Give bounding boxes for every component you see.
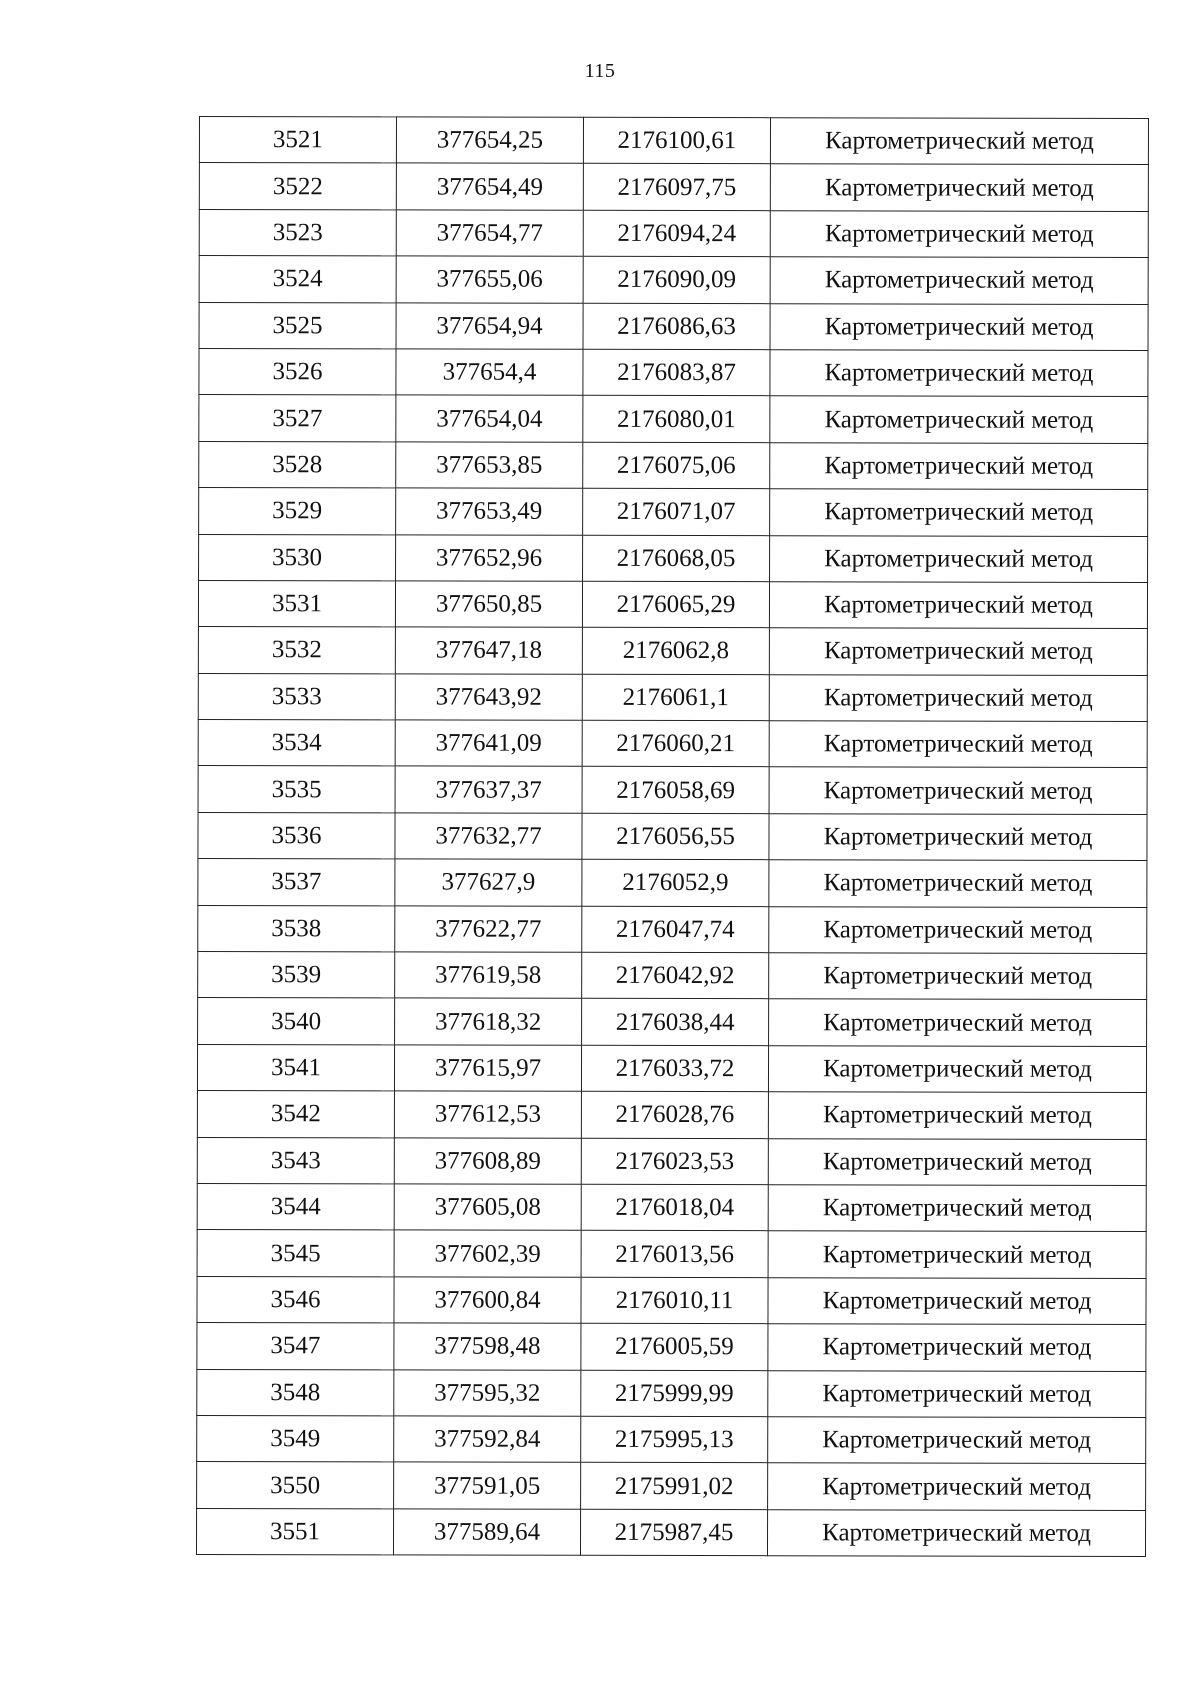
- method-cell: Картометрический метод: [769, 628, 1147, 675]
- method-cell: Картометрический метод: [769, 721, 1147, 768]
- table-row: [198, 859, 1147, 907]
- point-number-cell: 3545: [197, 1230, 394, 1277]
- point-number-cell: 3547: [197, 1323, 394, 1370]
- point-number-cell: 3535: [198, 766, 395, 813]
- table-row: [199, 117, 1148, 165]
- method-cell: Картометрический метод: [770, 257, 1148, 304]
- method-cell: Картометрический метод: [769, 999, 1147, 1046]
- point-number-cell: 3522: [199, 163, 396, 210]
- point-number-cell: 3536: [198, 812, 395, 859]
- y-coordinate-cell: 2176018,04: [581, 1184, 768, 1231]
- point-number-cell: 3544: [197, 1183, 394, 1230]
- point-number-cell: 3526: [199, 348, 396, 395]
- method-cell: Картометрический метод: [770, 118, 1148, 165]
- x-coordinate-cell: 377654,49: [396, 163, 583, 210]
- point-number-cell: 3546: [197, 1276, 394, 1323]
- y-coordinate-cell: 2176062,8: [582, 628, 769, 675]
- y-coordinate-cell: 2176013,56: [581, 1231, 768, 1278]
- x-coordinate-cell: 377654,4: [396, 349, 583, 396]
- y-coordinate-cell: 2175999,99: [581, 1370, 768, 1417]
- x-coordinate-cell: 377641,09: [395, 720, 582, 767]
- method-cell: Картометрический метод: [768, 1046, 1146, 1093]
- y-coordinate-cell: 2176080,01: [583, 396, 770, 443]
- point-number-cell: 3530: [199, 534, 396, 581]
- method-cell: Картометрический метод: [769, 674, 1147, 721]
- method-cell: Картометрический метод: [770, 442, 1148, 489]
- method-cell: Картометрический метод: [769, 953, 1147, 1000]
- point-number-cell: 3521: [199, 117, 396, 164]
- point-number-cell: 3542: [197, 1091, 394, 1138]
- point-number-cell: 3541: [197, 1044, 394, 1091]
- x-coordinate-cell: 377605,08: [394, 1184, 581, 1231]
- method-cell: Картометрический метод: [768, 1092, 1146, 1139]
- method-cell: Картометрический метод: [768, 1370, 1146, 1417]
- y-coordinate-cell: 2176097,75: [583, 164, 770, 211]
- table-row: [197, 1230, 1146, 1278]
- method-cell: Картометрический метод: [769, 814, 1147, 861]
- y-coordinate-cell: 2176071,07: [583, 488, 770, 535]
- table-row: [199, 395, 1148, 443]
- table-row: [196, 1508, 1145, 1556]
- y-coordinate-cell: 2176028,76: [581, 1092, 768, 1139]
- table-row: [197, 1137, 1146, 1185]
- point-number-cell: 3525: [199, 302, 396, 349]
- y-coordinate-cell: 2176005,59: [581, 1323, 768, 1370]
- x-coordinate-cell: 377627,9: [395, 859, 582, 906]
- point-number-cell: 3539: [198, 952, 395, 999]
- x-coordinate-cell: 377600,84: [394, 1277, 581, 1324]
- x-coordinate-cell: 377632,77: [395, 813, 582, 860]
- point-number-cell: 3551: [196, 1508, 393, 1555]
- point-number-cell: 3548: [197, 1369, 394, 1416]
- coordinates-table: [196, 116, 1149, 1557]
- y-coordinate-cell: 2176086,63: [583, 303, 770, 350]
- point-number-cell: 3550: [197, 1462, 394, 1509]
- y-coordinate-cell: 2176090,09: [583, 256, 770, 303]
- point-number-cell: 3540: [198, 998, 395, 1045]
- table-row: [198, 905, 1147, 953]
- table-row: [198, 580, 1147, 628]
- method-cell: Картометрический метод: [768, 1417, 1146, 1464]
- table-row: [197, 1044, 1146, 1092]
- table-row: [199, 441, 1148, 489]
- point-number-cell: 3531: [198, 580, 395, 627]
- x-coordinate-cell: 377615,97: [394, 1045, 581, 1092]
- table-row: [198, 998, 1147, 1046]
- x-coordinate-cell: 377654,04: [396, 395, 583, 442]
- method-cell: Картометрический метод: [770, 350, 1148, 397]
- table-row: [199, 302, 1148, 350]
- method-cell: Картометрический метод: [767, 1509, 1145, 1556]
- method-cell: Картометрический метод: [769, 906, 1147, 953]
- table-row: [198, 720, 1147, 768]
- table-row: [197, 1462, 1146, 1510]
- table-row: [197, 1091, 1146, 1139]
- y-coordinate-cell: 2175987,45: [580, 1509, 767, 1556]
- method-cell: Картометрический метод: [769, 582, 1147, 629]
- method-cell: Картометрический метод: [770, 164, 1148, 211]
- y-coordinate-cell: 2176056,55: [582, 813, 769, 860]
- point-number-cell: 3529: [199, 488, 396, 535]
- x-coordinate-cell: 377602,39: [394, 1230, 581, 1277]
- method-cell: Картометрический метод: [768, 1324, 1146, 1371]
- method-cell: Картометрический метод: [768, 1138, 1146, 1185]
- table-row: [197, 1183, 1146, 1231]
- table-row: [199, 488, 1148, 536]
- method-cell: Картометрический метод: [768, 1231, 1146, 1278]
- y-coordinate-cell: 2176058,69: [582, 767, 769, 814]
- method-cell: Картометрический метод: [770, 535, 1148, 582]
- y-coordinate-cell: 2176042,92: [582, 952, 769, 999]
- y-coordinate-cell: 2176010,11: [581, 1277, 768, 1324]
- table-row: [198, 952, 1147, 1000]
- x-coordinate-cell: 377652,96: [396, 534, 583, 581]
- method-cell: Картометрический метод: [768, 1185, 1146, 1232]
- page-number: 115: [584, 60, 616, 82]
- point-number-cell: 3524: [199, 256, 396, 303]
- x-coordinate-cell: 377595,32: [394, 1369, 581, 1416]
- x-coordinate-cell: 377653,85: [396, 442, 583, 489]
- method-cell: Картометрический метод: [768, 1463, 1146, 1510]
- point-number-cell: 3523: [199, 209, 396, 256]
- table-row: [197, 1369, 1146, 1417]
- y-coordinate-cell: 2176065,29: [582, 581, 769, 628]
- table-row: [197, 1276, 1146, 1324]
- table-row: [199, 534, 1148, 582]
- y-coordinate-cell: 2176068,05: [583, 535, 770, 582]
- x-coordinate-cell: 377589,64: [393, 1509, 580, 1556]
- method-cell: Картометрический метод: [770, 396, 1148, 443]
- method-cell: Картометрический метод: [770, 210, 1148, 257]
- point-number-cell: 3537: [198, 859, 395, 906]
- method-cell: Картометрический метод: [769, 860, 1147, 907]
- y-coordinate-cell: 2176060,21: [582, 720, 769, 767]
- y-coordinate-cell: 2176083,87: [583, 349, 770, 396]
- y-coordinate-cell: 2176033,72: [581, 1045, 768, 1092]
- table-row: [198, 627, 1147, 675]
- x-coordinate-cell: 377619,58: [395, 952, 582, 999]
- y-coordinate-cell: 2176094,24: [583, 210, 770, 257]
- table-row: [199, 163, 1148, 211]
- point-number-cell: 3527: [199, 395, 396, 442]
- x-coordinate-cell: 377655,06: [396, 256, 583, 303]
- y-coordinate-cell: 2176047,74: [582, 906, 769, 953]
- y-coordinate-cell: 2176061,1: [582, 674, 769, 721]
- table-row: [199, 256, 1148, 304]
- y-coordinate-cell: 2176038,44: [582, 999, 769, 1046]
- y-coordinate-cell: 2175995,13: [581, 1416, 768, 1463]
- x-coordinate-cell: 377612,53: [394, 1091, 581, 1138]
- y-coordinate-cell: 2176052,9: [582, 860, 769, 907]
- y-coordinate-cell: 2175991,02: [581, 1463, 768, 1510]
- method-cell: Картометрический метод: [768, 1277, 1146, 1324]
- x-coordinate-cell: 377654,25: [396, 117, 583, 164]
- x-coordinate-cell: 377637,37: [395, 766, 582, 813]
- point-number-cell: 3534: [198, 720, 395, 767]
- x-coordinate-cell: 377654,77: [396, 210, 583, 257]
- point-number-cell: 3549: [197, 1415, 394, 1462]
- x-coordinate-cell: 377591,05: [394, 1462, 581, 1509]
- table-row: [199, 348, 1148, 396]
- point-number-cell: 3538: [198, 905, 395, 952]
- y-coordinate-cell: 2176100,61: [583, 117, 770, 164]
- x-coordinate-cell: 377653,49: [396, 488, 583, 535]
- x-coordinate-cell: 377654,94: [396, 302, 583, 349]
- x-coordinate-cell: 377650,85: [395, 581, 582, 628]
- method-cell: Картометрический метод: [769, 767, 1147, 814]
- point-number-cell: 3528: [199, 441, 396, 488]
- x-coordinate-cell: 377622,77: [395, 906, 582, 953]
- point-number-cell: 3532: [198, 627, 395, 674]
- x-coordinate-cell: 377592,84: [394, 1416, 581, 1463]
- point-number-cell: 3533: [198, 673, 395, 720]
- point-number-cell: 3543: [197, 1137, 394, 1184]
- y-coordinate-cell: 2176075,06: [583, 442, 770, 489]
- table-row: [197, 1323, 1146, 1371]
- x-coordinate-cell: 377643,92: [395, 674, 582, 721]
- x-coordinate-cell: 377647,18: [395, 627, 582, 674]
- table-row: [199, 209, 1148, 257]
- y-coordinate-cell: 2176023,53: [581, 1138, 768, 1185]
- table-row: [198, 673, 1147, 721]
- method-cell: Картометрический метод: [770, 303, 1148, 350]
- method-cell: Картометрический метод: [770, 489, 1148, 536]
- table-row: [197, 1415, 1146, 1463]
- x-coordinate-cell: 377608,89: [394, 1138, 581, 1185]
- x-coordinate-cell: 377598,48: [394, 1323, 581, 1370]
- table-row: [198, 766, 1147, 814]
- table-row: [198, 812, 1147, 860]
- x-coordinate-cell: 377618,32: [395, 998, 582, 1045]
